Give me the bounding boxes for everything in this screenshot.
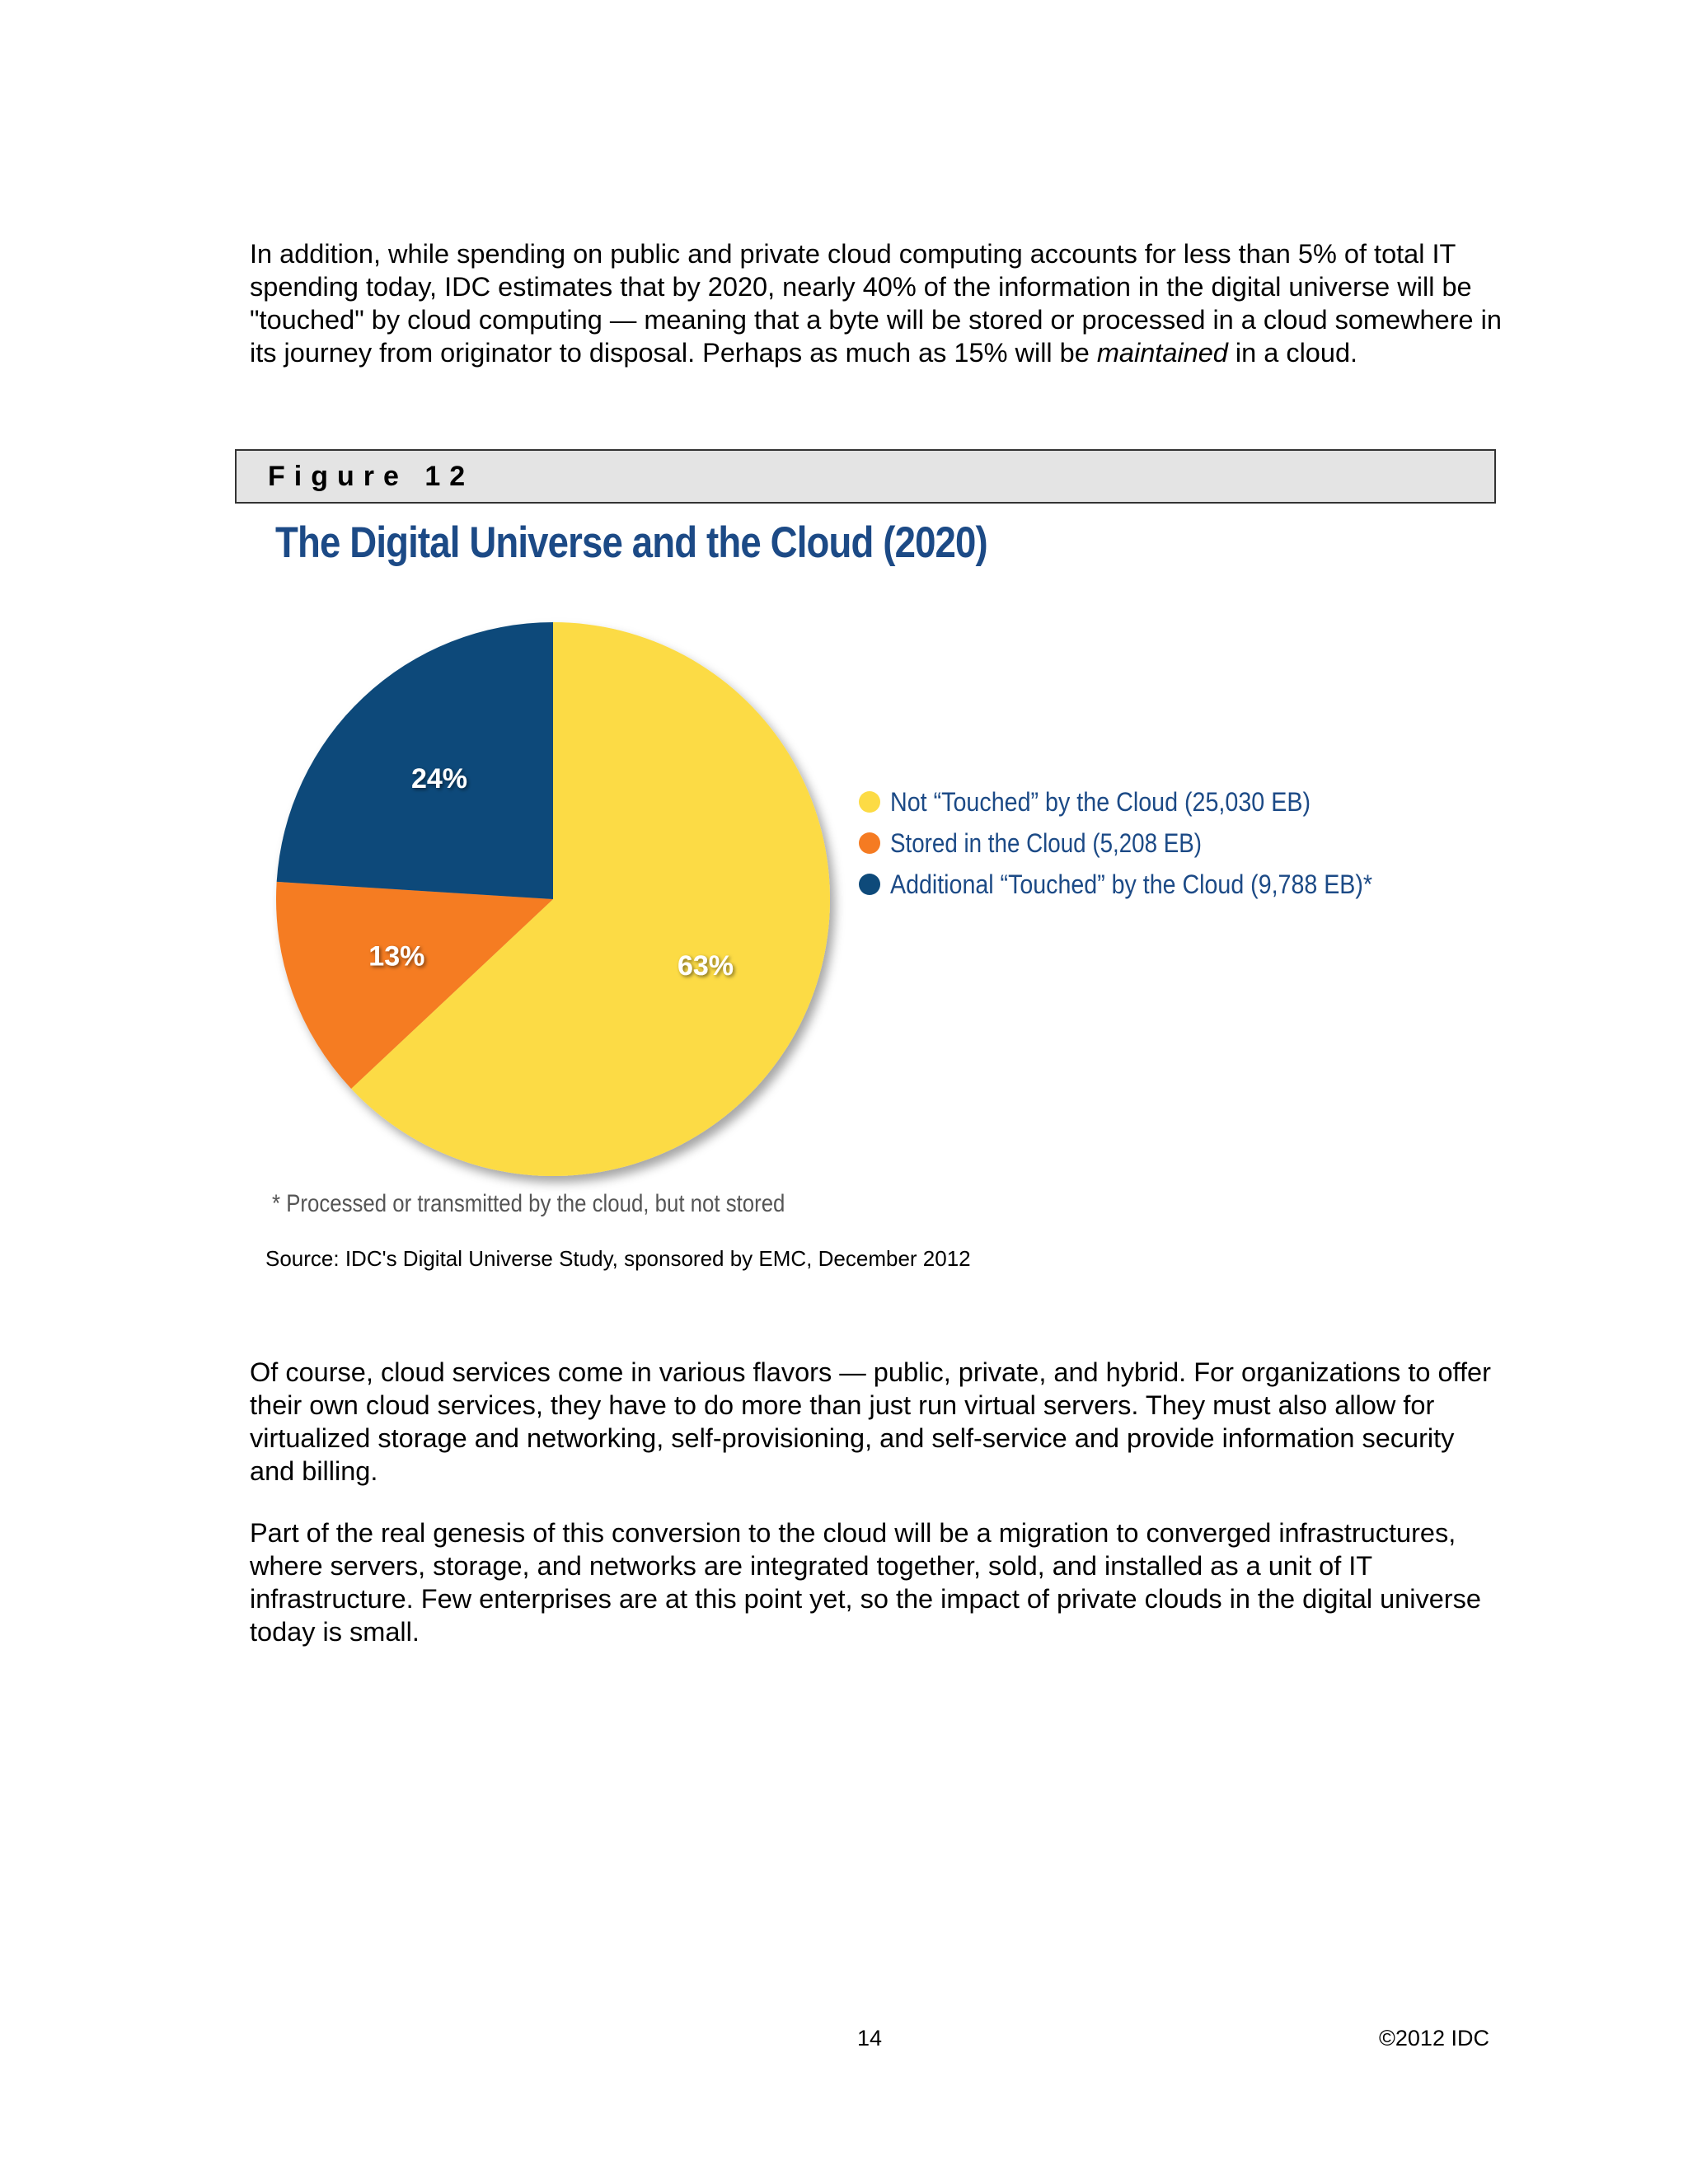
legend-swatch: [859, 791, 880, 813]
paragraph-1-emphasis: maintained: [1096, 338, 1228, 368]
figure-source: Source: IDC's Digital Universe Study, sponsored by EMC, December 2012: [265, 1246, 971, 1271]
chart-title: The Digital Universe and the Cloud (2020): [275, 518, 987, 567]
copyright-notice: ©2012 IDC: [1379, 2026, 1489, 2050]
paragraph-3: Part of the real genesis of this conversion to the cloud will be a migration to converged infrastructures, where servers, storage, and networks are integrated together, sold, and installed as a unit of IT infrastructure. Few enterprises are at this point yet, so the impact of private clouds in the digital universe today is small.: [250, 1518, 1481, 1647]
legend-label: Not “Touched” by the Cloud (25,030 EB): [890, 787, 1311, 817]
slice-value-label: 13%: [368, 940, 425, 972]
paragraph-1-text: In addition, while spending on public and private cloud computing accounts for less than 5% of total IT spending today, IDC estimates that by 2020, nearly 40% of the information in the digital universe will be "touched" by cloud computing — meaning that a byte will be stored or processed in a cloud somewhere in its journey from originator to disposal. Perhaps as much as 15% will be: [250, 239, 1502, 368]
page-number: 14: [857, 2026, 883, 2050]
slice-value-label: 63%: [677, 950, 734, 982]
chart-footnote: * Processed or transmitted by the cloud, but not stored: [272, 1190, 785, 1217]
legend-swatch: [859, 832, 880, 854]
legend-swatch: [859, 874, 880, 895]
figure-label: Figure 12: [268, 461, 475, 492]
paragraph-1-end: in a cloud.: [1227, 338, 1358, 368]
slice-value-label: 24%: [410, 763, 468, 795]
paragraph-2: Of course, cloud services come in various flavors — public, private, and hybrid. For organizations to offer their own cloud services, they have to do more than just run virtual servers. They must also allow for virtualized storage and networking, self-provisioning, and self-service and provide information security and billing.: [250, 1357, 1491, 1486]
legend-label: Stored in the Cloud (5,208 EB): [890, 828, 1202, 858]
legend-label: Additional “Touched” by the Cloud (9,788 EB)*: [890, 869, 1372, 899]
pie-slice: [277, 622, 553, 899]
